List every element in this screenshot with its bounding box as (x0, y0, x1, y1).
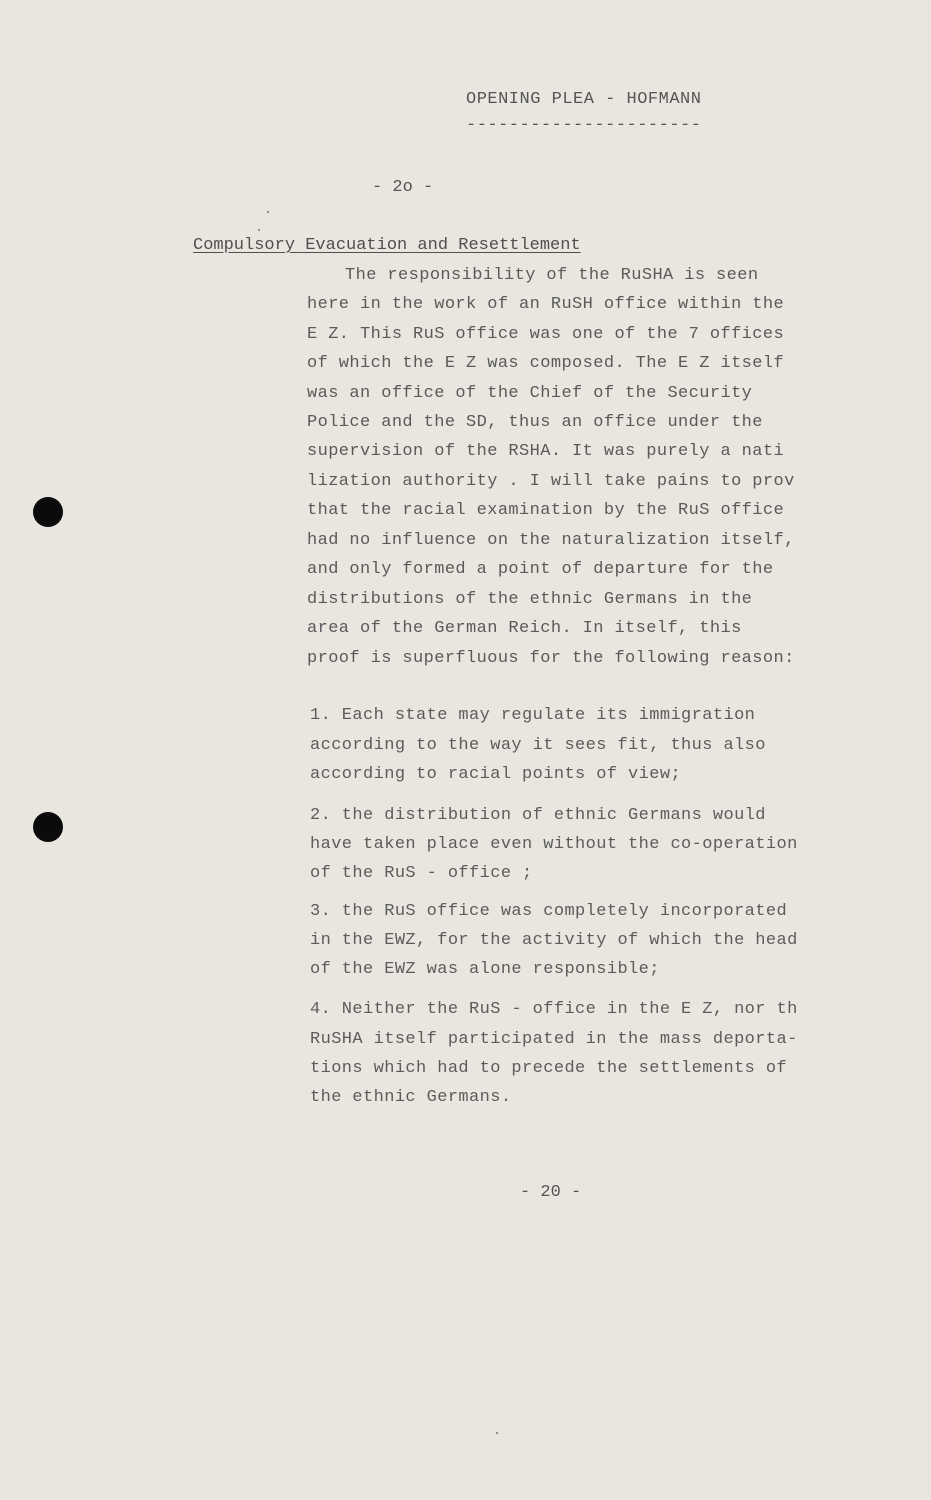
page-number-top: - 2o - (372, 178, 434, 197)
list-item-4-line: the ethnic Germans. (310, 1088, 512, 1107)
list-item-2-line: of the RuS - office ; (310, 864, 533, 883)
list-item-4-line: 4. Neither the RuS - office in the E Z, nor th (310, 1000, 798, 1019)
list-item-1-line: 1. Each state may regulate its immigration (310, 706, 756, 725)
list-item-1-line: according to the way it sees fit, thus also (310, 736, 766, 755)
list-item-3-line: in the EWZ, for the activity of which the head (310, 931, 798, 950)
section-heading: Compulsory Evacuation and Resettlement (193, 236, 581, 255)
list-item-1-line: according to racial points of view; (310, 765, 682, 784)
paragraph-line: proof is superfluous for the following reason: (307, 649, 795, 668)
paper-speck (258, 229, 260, 231)
paragraph-line: E Z. This RuS office was one of the 7 offices (307, 325, 785, 344)
paper-speck (267, 211, 269, 213)
list-item-2-line: have taken place even without the co-operation (310, 835, 798, 854)
paragraph-line: and only formed a point of departure for the (307, 560, 774, 579)
list-item-2-line: 2. the distribution of ethnic Germans would (310, 806, 766, 825)
list-item-4-line: RuSHA itself participated in the mass deporta- (310, 1030, 798, 1049)
header-underline: ---------------------- (466, 116, 702, 135)
paragraph-line: supervision of the RSHA. It was purely a nati (307, 442, 785, 461)
paragraph-line: area of the German Reich. In itself, this (307, 619, 742, 638)
paragraph-line: The responsibility of the RuSHA is seen (345, 266, 759, 285)
list-item-4-line: tions which had to precede the settlements of (310, 1059, 788, 1078)
paragraph-line: was an office of the Chief of the Security (307, 384, 753, 403)
paragraph-line: lization authority . I will take pains to prov (307, 472, 795, 491)
paragraph-line: that the racial examination by the RuS office (307, 501, 785, 520)
paragraph-line: Police and the SD, thus an office under the (307, 413, 763, 432)
punch-hole-top (33, 497, 63, 527)
paragraph-line: had no influence on the naturalization itself, (307, 531, 795, 550)
document-header-title: OPENING PLEA - HOFMANN (466, 90, 702, 109)
paragraph-line: distributions of the ethnic Germans in the (307, 590, 753, 609)
paragraph-line: of which the E Z was composed. The E Z itself (307, 354, 785, 373)
paper-speck (496, 1432, 498, 1434)
punch-hole-bottom (33, 812, 63, 842)
list-item-3-line: of the EWZ was alone responsible; (310, 960, 660, 979)
list-item-3-line: 3. the RuS office was completely incorporated (310, 902, 788, 921)
page-number-bottom: - 20 - (520, 1183, 582, 1202)
paragraph-line: here in the work of an RuSH office within the (307, 295, 785, 314)
